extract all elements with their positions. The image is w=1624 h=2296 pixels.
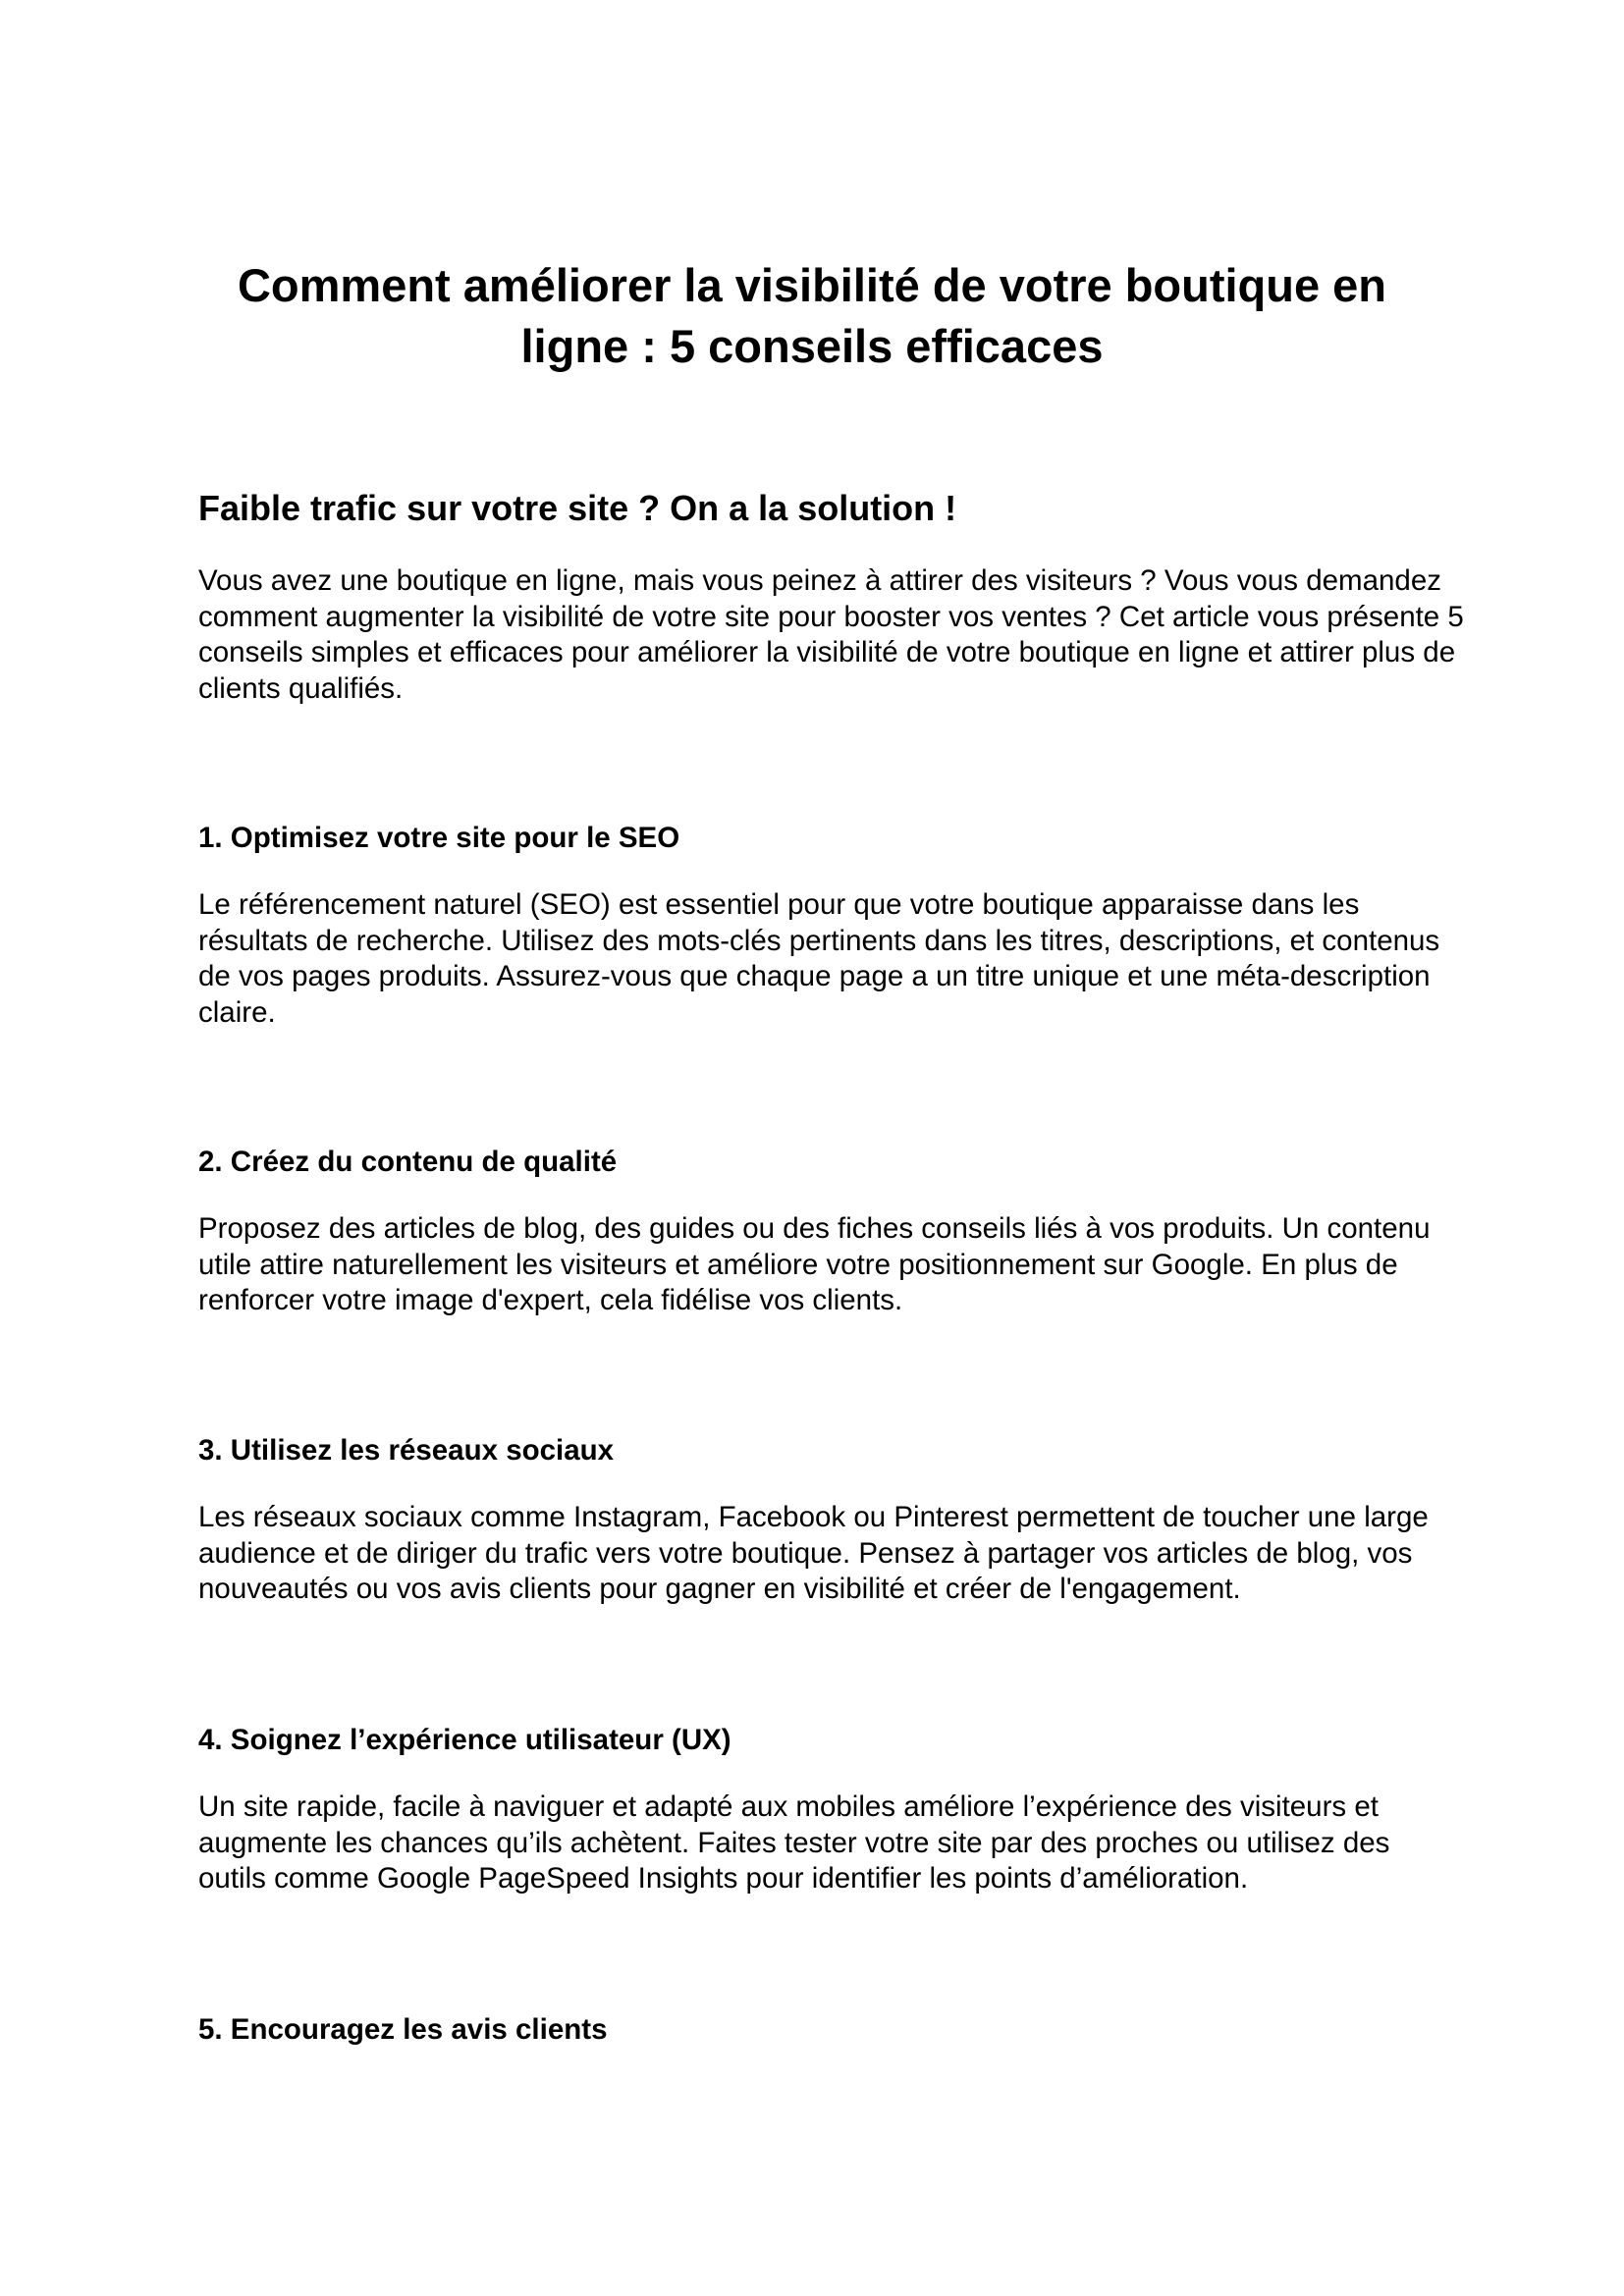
section-heading-ux: 4. Soignez l’expérience utilisateur (UX): [198, 1724, 731, 1756]
section-heading-reviews: 5. Encouragez les avis clients: [198, 2013, 608, 2046]
section-heading-social: 3. Utilisez les réseaux sociaux: [198, 1434, 615, 1467]
intro-heading: Faible trafic sur votre site ? On a la solution !: [198, 488, 957, 528]
section-paragraph-ux: Un site rapide, facile à naviguer et adapté aux mobiles améliore l’expérience des visiteurs et augmente les chances qu’ils achètent. Faites tester votre site par des proches ou utilisez des outils comme Google PageSpeed Insights pour identifier les points d’amélioration.: [198, 1790, 1390, 1895]
intro-paragraph: Vous avez une boutique en ligne, mais vous peinez à attirer des visiteurs ? Vous vous demandez comment augmenter la visibilité de votre site pour booster vos ventes ? Cet article vous présente 5 conseils simples et efficaces pour améliorer la visibilité de votre boutique en ligne et attirer plus de clients qualifiés.: [198, 564, 1464, 705]
section-heading-content: 2. Créez du contenu de qualité: [198, 1146, 618, 1178]
document-title: Comment améliorer la visibilité de votre boutique en ligne : 5 conseils efficaces: [237, 259, 1387, 372]
section-paragraph-social: Les réseaux sociaux comme Instagram, Facebook ou Pinterest permettent de toucher une large audience et de diriger du trafic vers votre boutique. Pensez à partager vos articles de blog, vos nouveautés ou vos avis clients pour gagner en visibilité et créer de l'engagement.: [198, 1501, 1429, 1605]
section-paragraph-content: Proposez des articles de blog, des guides ou des fiches conseils liés à vos produits. Un contenu utile attire naturellement les visiteurs et améliore votre positionnement sur Google. En plus de renforcer votre image d'expert, cela fidélise vos clients.: [198, 1212, 1431, 1316]
section-heading-seo: 1. Optimisez votre site pour le SEO: [198, 822, 680, 854]
section-paragraph-seo: Le référencement naturel (SEO) est essentiel pour que votre boutique apparaisse dans les résultats de recherche. Utilisez des mots-clés pertinents dans les titres, descriptions, et contenus de vos pages produits. Assurez-vous que chaque page a un titre unique et une méta-description claire.: [198, 888, 1440, 1029]
